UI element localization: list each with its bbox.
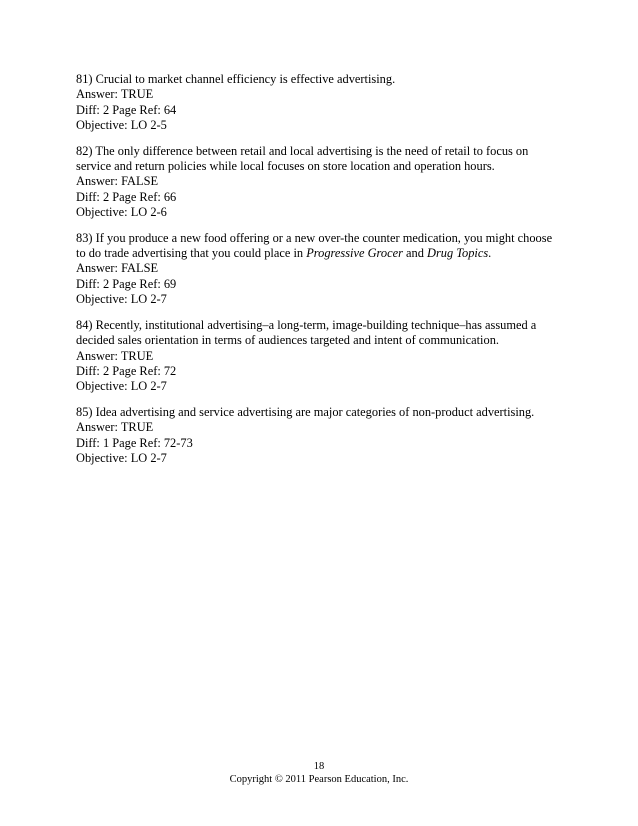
objective-line: Objective: LO 2-7 [76, 450, 167, 465]
question-82 [76, 144, 576, 221]
question-stem: 85) Idea advertising and service advertising are major categories of non-product advertising. [76, 404, 535, 419]
copyright-notice: Copyright © 2011 Pearson Education, Inc. [229, 774, 409, 785]
question-stem-continued: decided sales orientation in terms of audiences targeted and intent of communication. [76, 333, 499, 348]
objective-line: Objective: LO 2-7 [76, 379, 167, 394]
difficulty-line: Diff: 2 Page Ref: 72 [76, 363, 177, 378]
page-number: 18 [313, 761, 325, 772]
question-85 [76, 405, 576, 467]
question-list [76, 72, 576, 476]
question-stem: 84) Recently, institutional advertising–a long-term, image-building technique–has assumed a [76, 317, 537, 332]
answer-line: Answer: TRUE [76, 87, 154, 102]
question-stem: 83) If you produce a new food offering or a new over-the counter medication, you might choose [76, 230, 553, 245]
difficulty-line: Diff: 2 Page Ref: 66 [76, 189, 177, 204]
question-84 [76, 318, 576, 395]
answer-line: Answer: TRUE [76, 420, 154, 435]
stem-text: to do trade advertising that you could place in [76, 246, 307, 261]
difficulty-line: Diff: 1 Page Ref: 72-73 [76, 435, 193, 450]
publication-title: Drug Topics [427, 246, 489, 261]
answer-line: Answer: TRUE [76, 348, 154, 363]
publication-title: Progressive Grocer [306, 246, 403, 261]
question-stem: 82) The only difference between retail and local advertising is the need of retail to focus on [76, 143, 529, 158]
difficulty-line: Diff: 2 Page Ref: 69 [76, 276, 177, 291]
answer-line: Answer: FALSE [76, 261, 159, 276]
question-stem-continued [76, 246, 576, 261]
question-stem-continued: service and return policies while local focuses on store location and operation hours. [76, 159, 495, 174]
answer-line: Answer: FALSE [76, 174, 159, 189]
objective-line: Objective: LO 2-6 [76, 205, 167, 220]
difficulty-line: Diff: 2 Page Ref: 64 [76, 102, 177, 117]
question-83 [76, 231, 576, 308]
objective-line: Objective: LO 2-7 [76, 292, 167, 307]
stem-text: and [402, 246, 427, 261]
question-stem: 81) Crucial to market channel efficiency is effective advertising. [76, 72, 396, 86]
stem-text: . [488, 246, 492, 261]
objective-line: Objective: LO 2-5 [76, 118, 167, 133]
question-81 [76, 72, 576, 134]
